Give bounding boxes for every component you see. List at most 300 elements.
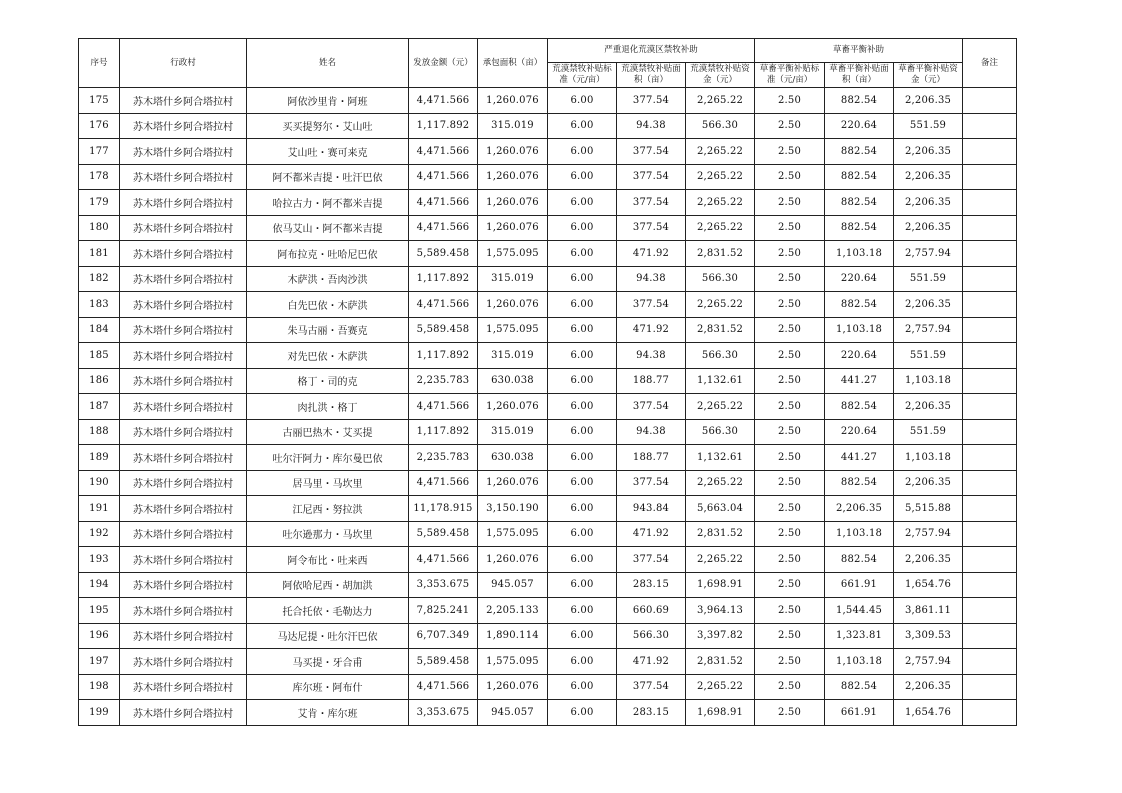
cell-seq: 199 xyxy=(79,700,120,726)
cell-grass-money: 5,515.88 xyxy=(894,496,963,522)
cell-seq: 198 xyxy=(79,674,120,700)
cell-area: 1,575.095 xyxy=(478,649,548,675)
cell-area: 1,260.076 xyxy=(478,215,548,241)
cell-amount: 5,589.458 xyxy=(409,241,478,267)
cell-desert-money: 2,265.22 xyxy=(686,164,755,190)
cell-grass-area: 441.27 xyxy=(825,368,894,394)
cell-name: 阿令布比・吐来西 xyxy=(247,547,409,573)
cell-desert-standard: 6.00 xyxy=(548,623,617,649)
cell-name: 阿布拉克・吐哈尼巴依 xyxy=(247,241,409,267)
cell-desert-standard: 6.00 xyxy=(548,88,617,114)
cell-desert-money: 2,265.22 xyxy=(686,547,755,573)
cell-desert-standard: 6.00 xyxy=(548,368,617,394)
cell-name: 库尔班・阿布什 xyxy=(247,674,409,700)
cell-area: 315.019 xyxy=(478,113,548,139)
cell-seq: 181 xyxy=(79,241,120,267)
cell-grass-area: 882.54 xyxy=(825,674,894,700)
cell-seq: 183 xyxy=(79,292,120,318)
cell-desert-standard: 6.00 xyxy=(548,394,617,420)
cell-desert-standard: 6.00 xyxy=(548,215,617,241)
cell-remark xyxy=(963,164,1017,190)
cell-desert-area: 377.54 xyxy=(617,190,686,216)
cell-desert-money: 1,698.91 xyxy=(686,700,755,726)
cell-seq: 186 xyxy=(79,368,120,394)
cell-village: 苏木塔什乡阿合塔拉村 xyxy=(120,241,247,267)
cell-grass-standard: 2.50 xyxy=(755,88,825,114)
cell-remark xyxy=(963,547,1017,573)
cell-desert-area: 94.38 xyxy=(617,266,686,292)
table-row xyxy=(79,700,1017,726)
cell-grass-area: 220.64 xyxy=(825,266,894,292)
cell-area: 1,260.076 xyxy=(478,139,548,165)
cell-desert-money: 2,265.22 xyxy=(686,88,755,114)
cell-desert-standard: 6.00 xyxy=(548,649,617,675)
cell-seq: 179 xyxy=(79,190,120,216)
table-row xyxy=(79,317,1017,343)
cell-grass-money: 1,654.76 xyxy=(894,572,963,598)
header-remark: 备注 xyxy=(963,39,1017,88)
cell-grass-standard: 2.50 xyxy=(755,343,825,369)
cell-village: 苏木塔什乡阿合塔拉村 xyxy=(120,215,247,241)
table-row xyxy=(79,674,1017,700)
cell-seq: 175 xyxy=(79,88,120,114)
cell-grass-money: 2,206.35 xyxy=(894,190,963,216)
cell-desert-area: 471.92 xyxy=(617,649,686,675)
cell-grass-money: 2,206.35 xyxy=(894,88,963,114)
cell-village: 苏木塔什乡阿合塔拉村 xyxy=(120,674,247,700)
cell-desert-standard: 6.00 xyxy=(548,419,617,445)
table-row xyxy=(79,215,1017,241)
header-grass-area: 草畜平衡补贴面积（亩） xyxy=(825,63,894,88)
cell-desert-area: 943.84 xyxy=(617,496,686,522)
table-row xyxy=(79,190,1017,216)
cell-village: 苏木塔什乡阿合塔拉村 xyxy=(120,190,247,216)
cell-grass-standard: 2.50 xyxy=(755,368,825,394)
table-row xyxy=(79,368,1017,394)
cell-grass-area: 441.27 xyxy=(825,445,894,471)
cell-desert-area: 94.38 xyxy=(617,419,686,445)
cell-name: 白先巴依・木萨洪 xyxy=(247,292,409,318)
cell-grass-standard: 2.50 xyxy=(755,470,825,496)
cell-desert-area: 471.92 xyxy=(617,317,686,343)
cell-name: 对先巴依・木萨洪 xyxy=(247,343,409,369)
cell-remark xyxy=(963,190,1017,216)
cell-seq: 178 xyxy=(79,164,120,190)
cell-grass-money: 2,206.35 xyxy=(894,470,963,496)
cell-grass-money: 2,206.35 xyxy=(894,674,963,700)
cell-remark xyxy=(963,266,1017,292)
cell-grass-money: 2,206.35 xyxy=(894,547,963,573)
cell-name: 格丁・司的克 xyxy=(247,368,409,394)
header-desert-group: 严重退化荒漠区禁牧补助 xyxy=(548,39,755,63)
cell-grass-area: 882.54 xyxy=(825,215,894,241)
cell-desert-money: 566.30 xyxy=(686,419,755,445)
cell-village: 苏木塔什乡阿合塔拉村 xyxy=(120,649,247,675)
table-row xyxy=(79,394,1017,420)
cell-grass-area: 661.91 xyxy=(825,572,894,598)
cell-grass-standard: 2.50 xyxy=(755,190,825,216)
cell-name: 依马艾山・阿不都米吉提 xyxy=(247,215,409,241)
cell-amount: 3,353.675 xyxy=(409,700,478,726)
cell-grass-money: 2,206.35 xyxy=(894,164,963,190)
cell-desert-area: 377.54 xyxy=(617,292,686,318)
cell-desert-standard: 6.00 xyxy=(548,700,617,726)
table-row xyxy=(79,419,1017,445)
cell-area: 1,890.114 xyxy=(478,623,548,649)
header-grass-standard: 草畜平衡补贴标准（元/亩） xyxy=(755,63,825,88)
cell-desert-area: 283.15 xyxy=(617,572,686,598)
cell-remark xyxy=(963,88,1017,114)
cell-grass-money: 2,757.94 xyxy=(894,649,963,675)
cell-village: 苏木塔什乡阿合塔拉村 xyxy=(120,394,247,420)
cell-seq: 177 xyxy=(79,139,120,165)
cell-name: 托合托依・毛勒达力 xyxy=(247,598,409,624)
cell-remark xyxy=(963,139,1017,165)
table-row xyxy=(79,598,1017,624)
cell-grass-money: 2,757.94 xyxy=(894,241,963,267)
cell-grass-money: 3,309.53 xyxy=(894,623,963,649)
cell-amount: 4,471.566 xyxy=(409,470,478,496)
cell-area: 315.019 xyxy=(478,419,548,445)
cell-seq: 191 xyxy=(79,496,120,522)
table-row xyxy=(79,292,1017,318)
header-grass-money: 草畜平衡补贴资金（元） xyxy=(894,63,963,88)
cell-area: 3,150.190 xyxy=(478,496,548,522)
cell-remark xyxy=(963,700,1017,726)
cell-grass-standard: 2.50 xyxy=(755,419,825,445)
cell-village: 苏木塔什乡阿合塔拉村 xyxy=(120,343,247,369)
cell-seq: 189 xyxy=(79,445,120,471)
cell-desert-money: 2,265.22 xyxy=(686,190,755,216)
cell-name: 江尼西・努拉洪 xyxy=(247,496,409,522)
table-row xyxy=(79,470,1017,496)
cell-remark xyxy=(963,343,1017,369)
table-row xyxy=(79,164,1017,190)
cell-desert-money: 3,964.13 xyxy=(686,598,755,624)
cell-village: 苏木塔什乡阿合塔拉村 xyxy=(120,164,247,190)
cell-remark xyxy=(963,368,1017,394)
cell-desert-money: 2,265.22 xyxy=(686,292,755,318)
cell-desert-standard: 6.00 xyxy=(548,266,617,292)
cell-amount: 7,825.241 xyxy=(409,598,478,624)
cell-desert-area: 188.77 xyxy=(617,445,686,471)
cell-village: 苏木塔什乡阿合塔拉村 xyxy=(120,700,247,726)
cell-grass-area: 882.54 xyxy=(825,292,894,318)
cell-desert-area: 471.92 xyxy=(617,241,686,267)
table-row xyxy=(79,521,1017,547)
cell-desert-standard: 6.00 xyxy=(548,521,617,547)
cell-amount: 4,471.566 xyxy=(409,88,478,114)
cell-village: 苏木塔什乡阿合塔拉村 xyxy=(120,113,247,139)
table-row xyxy=(79,241,1017,267)
cell-name: 买买提努尔・艾山吐 xyxy=(247,113,409,139)
cell-name: 马买提・牙合甫 xyxy=(247,649,409,675)
cell-desert-money: 2,265.22 xyxy=(686,470,755,496)
cell-village: 苏木塔什乡阿合塔拉村 xyxy=(120,470,247,496)
cell-seq: 194 xyxy=(79,572,120,598)
cell-grass-area: 1,544.45 xyxy=(825,598,894,624)
cell-grass-standard: 2.50 xyxy=(755,241,825,267)
cell-desert-area: 377.54 xyxy=(617,139,686,165)
cell-village: 苏木塔什乡阿合塔拉村 xyxy=(120,317,247,343)
cell-grass-area: 1,103.18 xyxy=(825,317,894,343)
cell-amount: 4,471.566 xyxy=(409,139,478,165)
cell-seq: 180 xyxy=(79,215,120,241)
cell-desert-standard: 6.00 xyxy=(548,113,617,139)
cell-remark xyxy=(963,674,1017,700)
table-row xyxy=(79,649,1017,675)
cell-desert-money: 2,831.52 xyxy=(686,241,755,267)
cell-amount: 1,117.892 xyxy=(409,113,478,139)
cell-desert-standard: 6.00 xyxy=(548,496,617,522)
cell-area: 1,260.076 xyxy=(478,164,548,190)
cell-village: 苏木塔什乡阿合塔拉村 xyxy=(120,572,247,598)
cell-desert-money: 566.30 xyxy=(686,343,755,369)
cell-remark xyxy=(963,445,1017,471)
cell-grass-money: 2,206.35 xyxy=(894,139,963,165)
cell-desert-money: 2,831.52 xyxy=(686,521,755,547)
cell-amount: 5,589.458 xyxy=(409,317,478,343)
table-header xyxy=(79,39,1017,88)
cell-grass-area: 1,103.18 xyxy=(825,241,894,267)
cell-amount: 4,471.566 xyxy=(409,215,478,241)
cell-remark xyxy=(963,649,1017,675)
cell-amount: 1,117.892 xyxy=(409,266,478,292)
cell-name: 吐尔汗阿力・库尔曼巴依 xyxy=(247,445,409,471)
cell-grass-money: 1,103.18 xyxy=(894,445,963,471)
cell-desert-standard: 6.00 xyxy=(548,470,617,496)
cell-grass-standard: 2.50 xyxy=(755,445,825,471)
cell-name: 木萨洪・吾肉沙洪 xyxy=(247,266,409,292)
cell-area: 315.019 xyxy=(478,343,548,369)
cell-area: 1,575.095 xyxy=(478,317,548,343)
cell-seq: 184 xyxy=(79,317,120,343)
cell-area: 945.057 xyxy=(478,700,548,726)
cell-village: 苏木塔什乡阿合塔拉村 xyxy=(120,496,247,522)
cell-grass-money: 551.59 xyxy=(894,266,963,292)
cell-desert-standard: 6.00 xyxy=(548,139,617,165)
cell-name: 肉扎洪・格丁 xyxy=(247,394,409,420)
cell-grass-standard: 2.50 xyxy=(755,547,825,573)
cell-remark xyxy=(963,623,1017,649)
cell-amount: 1,117.892 xyxy=(409,343,478,369)
cell-name: 马达尼提・吐尔汗巴依 xyxy=(247,623,409,649)
cell-remark xyxy=(963,394,1017,420)
cell-grass-money: 2,206.35 xyxy=(894,394,963,420)
cell-name: 居马里・马坎里 xyxy=(247,470,409,496)
cell-village: 苏木塔什乡阿合塔拉村 xyxy=(120,445,247,471)
cell-grass-standard: 2.50 xyxy=(755,496,825,522)
cell-desert-area: 566.30 xyxy=(617,623,686,649)
cell-amount: 1,117.892 xyxy=(409,419,478,445)
header-desert-money: 荒漠禁牧补贴资金（元） xyxy=(686,63,755,88)
header-name: 姓名 xyxy=(247,39,409,88)
cell-desert-money: 2,265.22 xyxy=(686,215,755,241)
cell-grass-money: 551.59 xyxy=(894,113,963,139)
cell-grass-standard: 2.50 xyxy=(755,572,825,598)
table-body xyxy=(79,88,1017,726)
cell-desert-standard: 6.00 xyxy=(548,674,617,700)
cell-desert-area: 94.38 xyxy=(617,343,686,369)
cell-grass-area: 882.54 xyxy=(825,547,894,573)
cell-grass-standard: 2.50 xyxy=(755,266,825,292)
cell-desert-standard: 6.00 xyxy=(548,598,617,624)
cell-remark xyxy=(963,215,1017,241)
cell-desert-standard: 6.00 xyxy=(548,190,617,216)
cell-desert-money: 5,663.04 xyxy=(686,496,755,522)
cell-village: 苏木塔什乡阿合塔拉村 xyxy=(120,368,247,394)
cell-desert-money: 1,698.91 xyxy=(686,572,755,598)
cell-grass-standard: 2.50 xyxy=(755,649,825,675)
cell-grass-money: 2,757.94 xyxy=(894,521,963,547)
cell-area: 2,205.133 xyxy=(478,598,548,624)
cell-area: 1,260.076 xyxy=(478,470,548,496)
cell-desert-area: 377.54 xyxy=(617,88,686,114)
cell-grass-money: 551.59 xyxy=(894,419,963,445)
table-row xyxy=(79,547,1017,573)
cell-remark xyxy=(963,292,1017,318)
cell-seq: 197 xyxy=(79,649,120,675)
cell-grass-money: 551.59 xyxy=(894,343,963,369)
cell-area: 1,260.076 xyxy=(478,674,548,700)
cell-remark xyxy=(963,113,1017,139)
cell-amount: 5,589.458 xyxy=(409,521,478,547)
cell-grass-area: 1,323.81 xyxy=(825,623,894,649)
cell-desert-area: 377.54 xyxy=(617,215,686,241)
cell-grass-area: 1,103.18 xyxy=(825,649,894,675)
table-row xyxy=(79,623,1017,649)
table-row xyxy=(79,139,1017,165)
cell-village: 苏木塔什乡阿合塔拉村 xyxy=(120,623,247,649)
cell-grass-standard: 2.50 xyxy=(755,113,825,139)
cell-grass-standard: 2.50 xyxy=(755,317,825,343)
cell-grass-area: 220.64 xyxy=(825,343,894,369)
cell-desert-standard: 6.00 xyxy=(548,292,617,318)
cell-amount: 4,471.566 xyxy=(409,164,478,190)
cell-grass-money: 3,861.11 xyxy=(894,598,963,624)
cell-grass-area: 661.91 xyxy=(825,700,894,726)
cell-grass-area: 882.54 xyxy=(825,190,894,216)
cell-desert-area: 660.69 xyxy=(617,598,686,624)
cell-grass-area: 220.64 xyxy=(825,113,894,139)
cell-name: 吐尔逊那力・马坎里 xyxy=(247,521,409,547)
cell-grass-area: 2,206.35 xyxy=(825,496,894,522)
cell-area: 1,260.076 xyxy=(478,88,548,114)
header-area: 承包面积（亩） xyxy=(478,39,548,88)
subsidy-table-sheet xyxy=(78,38,1017,726)
cell-desert-area: 471.92 xyxy=(617,521,686,547)
cell-desert-standard: 6.00 xyxy=(548,572,617,598)
cell-desert-money: 2,265.22 xyxy=(686,139,755,165)
cell-desert-area: 283.15 xyxy=(617,700,686,726)
cell-name: 阿依沙里肯・阿班 xyxy=(247,88,409,114)
cell-name: 阿不都米吉提・吐汗巴依 xyxy=(247,164,409,190)
cell-amount: 4,471.566 xyxy=(409,547,478,573)
cell-amount: 11,178.915 xyxy=(409,496,478,522)
cell-desert-money: 566.30 xyxy=(686,266,755,292)
table-row xyxy=(79,113,1017,139)
cell-name: 古丽巴热木・艾买提 xyxy=(247,419,409,445)
cell-desert-standard: 6.00 xyxy=(548,317,617,343)
cell-grass-money: 2,757.94 xyxy=(894,317,963,343)
cell-seq: 185 xyxy=(79,343,120,369)
cell-desert-money: 2,265.22 xyxy=(686,394,755,420)
cell-area: 630.038 xyxy=(478,368,548,394)
cell-grass-area: 1,103.18 xyxy=(825,521,894,547)
cell-grass-standard: 2.50 xyxy=(755,674,825,700)
cell-village: 苏木塔什乡阿合塔拉村 xyxy=(120,139,247,165)
cell-remark xyxy=(963,496,1017,522)
cell-seq: 188 xyxy=(79,419,120,445)
cell-desert-standard: 6.00 xyxy=(548,164,617,190)
table-row xyxy=(79,266,1017,292)
cell-name: 艾肯・库尔班 xyxy=(247,700,409,726)
cell-area: 1,260.076 xyxy=(478,292,548,318)
cell-grass-area: 882.54 xyxy=(825,470,894,496)
cell-seq: 190 xyxy=(79,470,120,496)
cell-grass-money: 1,103.18 xyxy=(894,368,963,394)
header-desert-standard: 荒漠禁牧补贴标准（元/亩） xyxy=(548,63,617,88)
cell-seq: 176 xyxy=(79,113,120,139)
cell-grass-standard: 2.50 xyxy=(755,139,825,165)
cell-grass-standard: 2.50 xyxy=(755,292,825,318)
cell-desert-area: 377.54 xyxy=(617,674,686,700)
cell-name: 哈拉古力・阿不都米吉提 xyxy=(247,190,409,216)
cell-amount: 2,235.783 xyxy=(409,445,478,471)
cell-grass-standard: 2.50 xyxy=(755,164,825,190)
cell-grass-standard: 2.50 xyxy=(755,700,825,726)
header-village: 行政村 xyxy=(120,39,247,88)
cell-grass-area: 882.54 xyxy=(825,164,894,190)
cell-grass-money: 2,206.35 xyxy=(894,292,963,318)
cell-amount: 2,235.783 xyxy=(409,368,478,394)
cell-name: 艾山吐・赛可来克 xyxy=(247,139,409,165)
cell-grass-area: 882.54 xyxy=(825,88,894,114)
cell-desert-money: 2,831.52 xyxy=(686,649,755,675)
cell-amount: 5,589.458 xyxy=(409,649,478,675)
cell-village: 苏木塔什乡阿合塔拉村 xyxy=(120,266,247,292)
cell-desert-money: 1,132.61 xyxy=(686,445,755,471)
cell-village: 苏木塔什乡阿合塔拉村 xyxy=(120,521,247,547)
cell-village: 苏木塔什乡阿合塔拉村 xyxy=(120,88,247,114)
cell-desert-money: 3,397.82 xyxy=(686,623,755,649)
header-seq: 序号 xyxy=(79,39,120,88)
cell-amount: 4,471.566 xyxy=(409,292,478,318)
cell-name: 朱马古丽・吾赛克 xyxy=(247,317,409,343)
cell-remark xyxy=(963,572,1017,598)
cell-village: 苏木塔什乡阿合塔拉村 xyxy=(120,292,247,318)
cell-desert-money: 2,265.22 xyxy=(686,674,755,700)
table-row xyxy=(79,88,1017,114)
cell-seq: 182 xyxy=(79,266,120,292)
table-row xyxy=(79,496,1017,522)
cell-grass-money: 1,654.76 xyxy=(894,700,963,726)
header-grass-group: 草畜平衡补助 xyxy=(755,39,963,63)
subsidy-table xyxy=(78,38,1017,726)
cell-seq: 195 xyxy=(79,598,120,624)
table-row xyxy=(79,343,1017,369)
cell-desert-standard: 6.00 xyxy=(548,241,617,267)
cell-grass-standard: 2.50 xyxy=(755,394,825,420)
cell-desert-money: 1,132.61 xyxy=(686,368,755,394)
cell-seq: 192 xyxy=(79,521,120,547)
cell-grass-area: 882.54 xyxy=(825,394,894,420)
cell-amount: 4,471.566 xyxy=(409,190,478,216)
cell-remark xyxy=(963,419,1017,445)
cell-remark xyxy=(963,521,1017,547)
cell-area: 630.038 xyxy=(478,445,548,471)
cell-village: 苏木塔什乡阿合塔拉村 xyxy=(120,598,247,624)
